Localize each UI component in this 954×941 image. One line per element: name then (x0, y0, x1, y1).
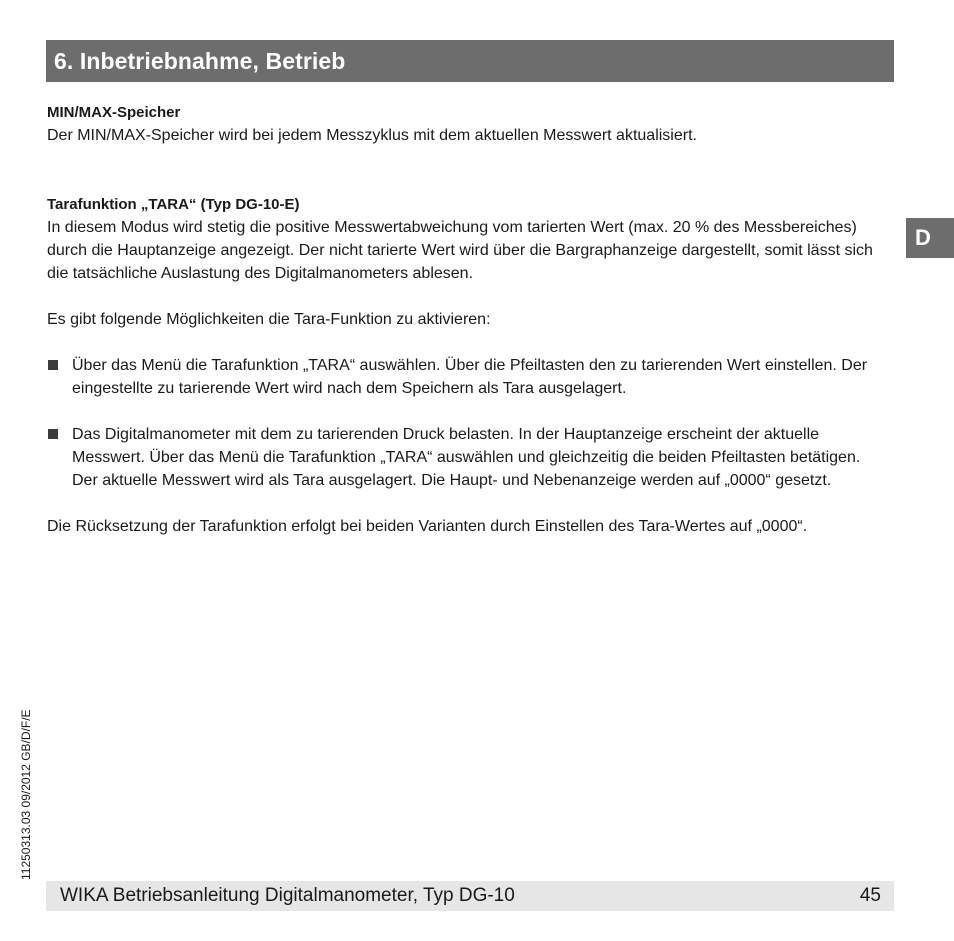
tara-closing: Die Rücksetzung der Tarafunktion erfolgt bei beiden Varianten durch Einstellen des Tara-Wertes auf „0000“. (47, 518, 808, 535)
spacer (47, 331, 877, 354)
section-header (46, 40, 894, 82)
tara-intro: Es gibt folgende Möglichkeiten die Tara-Funktion zu aktivieren: (47, 311, 491, 328)
tara-text: In diesem Modus wird stetig die positive Messwertabweichung vom tarierten Wert (max. 20 % des Messbereiches) durch die Hauptanzeige angezeigt. Der nicht tarierte Wert wird über die Bargraphanzeige dargestellt, somit lässt sich die tatsächliche Auslastung des Digitalmanometers ablesen. (47, 219, 873, 282)
spacer (47, 492, 877, 515)
tara-heading: Tarafunktion „TARA“ (Typ DG-10-E) (47, 196, 300, 213)
document-code: 11250313.03 09/2012 GB/D/F/E (19, 709, 33, 880)
language-tab: D (906, 218, 954, 258)
page-number: 45 (859, 885, 881, 906)
spacer (47, 285, 877, 308)
minmax-text: Der MIN/MAX-Speicher wird bei jedem Messzyklus mit dem aktuellen Messwert aktualisiert. (47, 127, 697, 144)
page-content (47, 101, 877, 538)
square-bullet-icon (48, 360, 58, 370)
bullet-item (47, 354, 877, 400)
section-title: 6. Inbetriebnahme, Betrieb (54, 47, 346, 74)
bullet-text: Über das Menü die Tarafunktion „TARA“ auswählen. Über die Pfeiltasten den zu tarierenden Wert einstellen. Der eingestellte zu tarierende Wert wird nach dem Speichern als Tara ausgelagert. (72, 357, 868, 397)
bullet-text: Das Digitalmanometer mit dem zu tarierenden Druck belasten. In der Hauptanzeige erscheint der aktuelle Messwert. Über das Menü die Tarafunktion „TARA“ auswählen und gleichzeitig die beiden Pfeiltasten betätigen. Der aktuelle Messwert wird als Tara ausgelagert. Die Haupt- und Nebenanzeige werden auf „0000“ gesetzt. (72, 426, 861, 489)
square-bullet-icon (48, 429, 58, 439)
spacer (47, 400, 877, 423)
spacer (47, 147, 877, 193)
minmax-heading: MIN/MAX-Speicher (47, 104, 181, 121)
footer-title: WIKA Betriebsanleitung Digitalmanometer, Typ DG-10 (60, 885, 515, 906)
bullet-item (47, 423, 877, 492)
page-footer (46, 881, 894, 911)
